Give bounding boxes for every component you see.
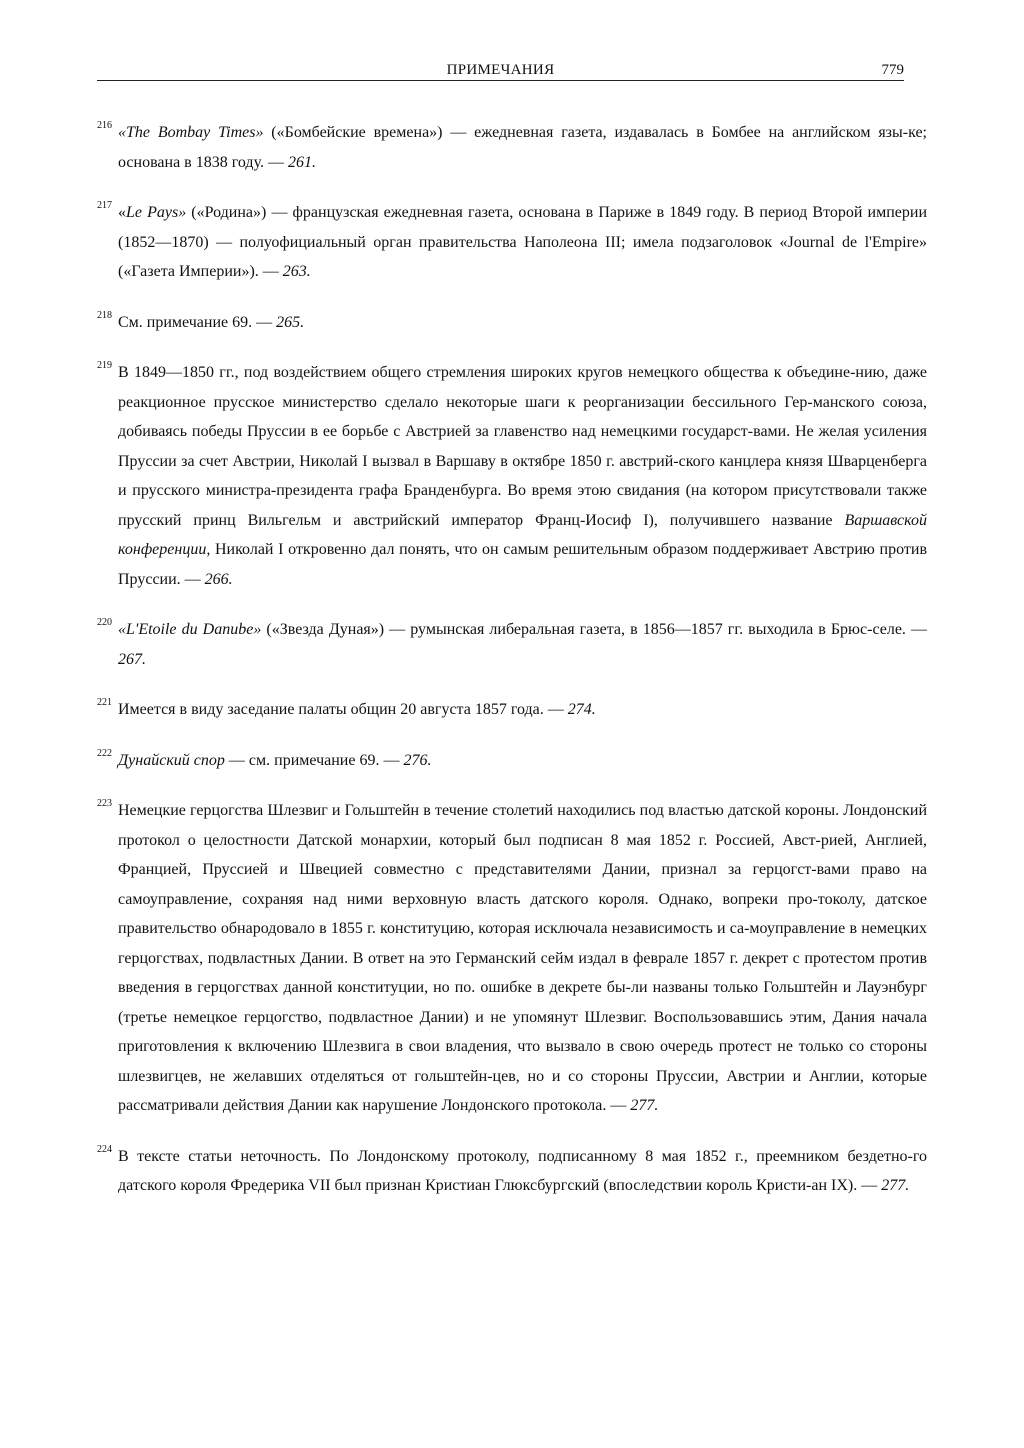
note-220 xyxy=(97,615,927,674)
note-number: 222 xyxy=(97,747,112,759)
page-reference: 274. xyxy=(567,701,596,718)
page-reference: 266. xyxy=(204,570,233,588)
header-title: ПРИМЕЧАНИЯ xyxy=(446,62,555,78)
page-reference: 261. xyxy=(287,153,316,171)
page-reference: 265. xyxy=(276,313,305,331)
note-text: В тексте статьи неточность. По Лондонскому протоколу, подписанному 8 мая 1852 г., преемником бездетно-го датского короля Фредерика VII был признан Кристиан Глюксбургский (впоследствии король Кристи-ан IX). — xyxy=(118,1147,927,1194)
note-text: Имеется в виду заседание палаты общин 20 августа 1857 года. — xyxy=(118,701,568,718)
note-number: 224 xyxy=(97,1143,112,1155)
note-224 xyxy=(97,1142,927,1201)
note-text: « xyxy=(118,204,126,221)
note-217 xyxy=(97,198,927,287)
note-219 xyxy=(97,358,927,594)
note-text-italic: Le Pays» xyxy=(126,204,187,221)
note-number: 221 xyxy=(97,697,112,708)
note-text: («Звезда Дуная») — румынская либеральная газета, в 1856—1857 гг. выходила в Брюс-селе. — xyxy=(261,621,927,638)
note-216 xyxy=(97,118,927,177)
note-number: 219 xyxy=(97,360,112,371)
note-text-italic: «The Bombay Times» xyxy=(118,124,264,141)
note-text: Немецкие герцогства Шлезвиг и Гольштейн в течение столетий находились под властью датской короны. Лондонский протокол о целостности Датской монархии, который был подписан 8 мая 1852 г. Россией, Авст-рией, Англией, Францией, Пруссией и Швецией совместно с представителями Дании, признал за герцогст-вами право на самоуправление, сохраняя над ними верховную власть датского короля. Однако, вопреки про-токолу, датское правительство обнародовало в 1855 г. конституцию, которая исключала независимость и са-моуправление в немецких герцогствах, подвластных Дании. В ответ на это Германский сейм издал в феврале 1857 г. декрет с протестом против введения в герцогствах данной конституции, но по. ошибке в декрете бы-ли названы только Гольштейн и Лауэнбург (третье немецкое герцогство, подвластное Дании) и не упомянут Шлезвиг. Воспользовавшись этим, Дания начала приготовления к включению Шлезвига в свои владения, что вызвало в свою очередь протест не только со стороны шлезвигцев, не желавших отделяться от гольштейн-цев, но и со стороны Пруссии, Австрии и Англии, которые рассматривали действия Дании как нарушение Лондонского протокола. — xyxy=(118,802,927,1114)
page-number: 779 xyxy=(881,62,904,78)
page-reference: 267. xyxy=(118,650,146,668)
page-reference: 263. xyxy=(282,263,311,280)
note-text: — см. примечание 69. — xyxy=(224,751,404,769)
note-text: Николай I откровенно дал понять, что он самым решительным образом поддерживает Австрию против Пруссии. — xyxy=(118,541,927,588)
running-header xyxy=(97,60,904,81)
note-text: («Родина») — французская ежедневная газета, основана в Париже в 1849 году. В период Второй империи (1852—1870) — полуофициальный орган правительства Наполеона III; имела подзаголовок «Journal de l'Empire» («Газета Империи»). — xyxy=(118,204,928,280)
page-reference: 277. xyxy=(630,1097,659,1114)
note-number: 216 xyxy=(97,120,112,131)
note-223 xyxy=(97,796,927,1121)
note-number: 218 xyxy=(97,309,112,321)
note-number: 223 xyxy=(97,798,112,809)
note-text: В 1849—1850 гг., под воздействием общего стремления широких кругов немецкого общества к объедине-нию, даже реакционное прусское министерство сделало некоторые шаги к реорганизации бессильного Гер-манского союза, добиваясь победы Пруссии в ее борьбе с Австрией за главенство над немецкими государст-вами. Не желая усиления Пруссии за счет Австрии, Николай I вызвал в Варшаву в октябре 1850 г. австрий-ского канцлера князя Шварценберга и прусского министра-президента графа Бранденбурга. Во время этою свидания (на котором присутствовали также прусский принц Вильгельм и австрийский император Франц-Иосиф I), получившего название xyxy=(118,364,927,529)
page-reference: 277. xyxy=(881,1177,910,1194)
note-222 xyxy=(97,746,927,776)
note-text-italic: Дунайский спор xyxy=(118,751,225,769)
note-number: 220 xyxy=(97,617,112,628)
page-reference: 276. xyxy=(403,751,432,769)
note-text-italic: «L'Etoile du Danube» xyxy=(118,621,262,638)
note-text: («Бомбейские времена») — ежедневная газета, издавалась в Бомбее на английском язы-ке; основана в 1838 году. — xyxy=(118,124,927,171)
notes-list xyxy=(97,118,927,1222)
note-218 xyxy=(97,308,927,338)
note-221 xyxy=(97,695,927,725)
note-text: См. примечание 69. — xyxy=(118,313,277,331)
note-text-italic: Варшавской конференции, xyxy=(118,511,927,558)
note-number: 217 xyxy=(97,200,112,211)
